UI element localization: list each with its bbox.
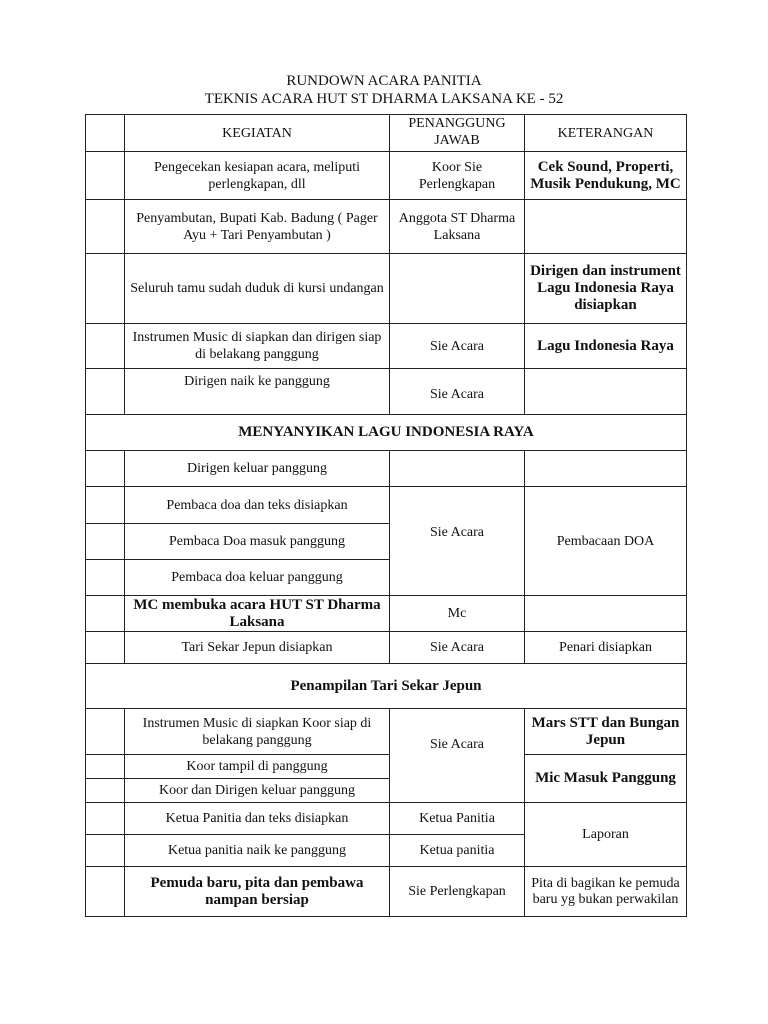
- table-row: [86, 254, 687, 324]
- row-number-cell: [86, 451, 125, 487]
- kegiatan-cell: Pengecekan kesiapan acara, meliputi perlengkapan, dll: [125, 152, 390, 200]
- penanggung-jawab-cell: Anggota ST Dharma Laksana: [390, 200, 525, 254]
- number-column-header: [86, 115, 125, 152]
- table-row: [86, 152, 687, 200]
- row-number-cell: [86, 200, 125, 254]
- keterangan-cell: Pita di bagikan ke pemuda baru yg bukan perwakilan: [525, 867, 687, 917]
- kegiatan-cell: Tari Sekar Jepun disiapkan: [125, 632, 390, 664]
- table-row: [86, 803, 687, 835]
- document-title: RUNDOWN ACARA PANITIA: [286, 73, 482, 89]
- penanggung-jawab-cell: Sie Acara: [390, 324, 525, 369]
- table-header-row: [86, 115, 687, 152]
- kegiatan-cell: Ketua panitia naik ke panggung: [125, 835, 390, 867]
- kegiatan-cell: Koor dan Dirigen keluar panggung: [125, 779, 390, 803]
- column-header-kegiatan: KEGIATAN: [125, 115, 390, 152]
- row-number-cell: [86, 324, 125, 369]
- keterangan-cell: Pembacaan DOA: [525, 487, 687, 596]
- kegiatan-cell: Dirigen naik ke panggung: [125, 369, 390, 415]
- penanggung-jawab-cell: Koor Sie Perlengkapan: [390, 152, 525, 200]
- row-number-cell: [86, 803, 125, 835]
- keterangan-cell: Laporan: [525, 803, 687, 867]
- table-row: [86, 596, 687, 632]
- keterangan-cell: [525, 451, 687, 487]
- penanggung-jawab-cell: Ketua Panitia: [390, 803, 525, 835]
- penanggung-jawab-cell: Sie Perlengkapan: [390, 867, 525, 917]
- table-row: [86, 451, 687, 487]
- penanggung-jawab-cell: Mc: [390, 596, 525, 632]
- penanggung-jawab-cell: Sie Acara: [390, 632, 525, 664]
- kegiatan-cell: Seluruh tamu sudah duduk di kursi undangan: [125, 254, 390, 324]
- row-number-cell: [86, 152, 125, 200]
- kegiatan-cell: Dirigen keluar panggung: [125, 451, 390, 487]
- kegiatan-cell: Ketua Panitia dan teks disiapkan: [125, 803, 390, 835]
- kegiatan-cell: Instrumen Music di siapkan Koor siap di belakang panggung: [125, 709, 390, 755]
- keterangan-cell: [525, 200, 687, 254]
- keterangan-cell: [525, 596, 687, 632]
- keterangan-cell: Mic Masuk Panggung: [525, 755, 687, 803]
- kegiatan-cell: Pemuda baru, pita dan pembawa nampan bersiap: [125, 867, 390, 917]
- kegiatan-cell: MC membuka acara HUT ST Dharma Laksana: [125, 596, 390, 632]
- section-row: [86, 664, 687, 709]
- table-row: [86, 487, 687, 524]
- keterangan-cell: [525, 369, 687, 415]
- keterangan-cell: Dirigen dan instrument Lagu Indonesia Raya disiapkan: [525, 254, 687, 324]
- row-number-cell: [86, 487, 125, 524]
- table-row: [86, 867, 687, 917]
- kegiatan-cell: Pembaca doa keluar panggung: [125, 560, 390, 596]
- kegiatan-cell: Koor tampil di panggung: [125, 755, 390, 779]
- row-number-cell: [86, 867, 125, 917]
- rundown-table: [85, 114, 687, 917]
- penanggung-jawab-cell: Sie Acara: [390, 709, 525, 803]
- section-heading: Penampilan Tari Sekar Jepun: [86, 664, 687, 709]
- kegiatan-cell: Instrumen Music di siapkan dan dirigen siap di belakang panggung: [125, 324, 390, 369]
- table-row: [86, 369, 687, 415]
- penanggung-jawab-cell: Sie Acara: [390, 487, 525, 596]
- document-subtitle: TEKNIS ACARA HUT ST DHARMA LAKSANA KE - 52: [204, 91, 564, 107]
- table-row: [86, 324, 687, 369]
- penanggung-jawab-cell: [390, 451, 525, 487]
- row-number-cell: [86, 632, 125, 664]
- table-row: [86, 755, 687, 779]
- section-row: [86, 415, 687, 451]
- table-row: [86, 200, 687, 254]
- column-header-penanggung-jawab: PENANGGUNG JAWAB: [390, 115, 525, 152]
- row-number-cell: [86, 779, 125, 803]
- kegiatan-cell: Pembaca Doa masuk panggung: [125, 524, 390, 560]
- row-number-cell: [86, 369, 125, 415]
- row-number-cell: [86, 755, 125, 779]
- keterangan-cell: Cek Sound, Properti, Musik Pendukung, MC: [525, 152, 687, 200]
- row-number-cell: [86, 596, 125, 632]
- kegiatan-cell: Penyambutan, Bupati Kab. Badung ( Pager Ayu + Tari Penyambutan ): [125, 200, 390, 254]
- penanggung-jawab-cell: [390, 254, 525, 324]
- row-number-cell: [86, 835, 125, 867]
- keterangan-cell: Penari disiapkan: [525, 632, 687, 664]
- row-number-cell: [86, 560, 125, 596]
- row-number-cell: [86, 254, 125, 324]
- penanggung-jawab-cell: Sie Acara: [390, 369, 525, 415]
- row-number-cell: [86, 524, 125, 560]
- row-number-cell: [86, 709, 125, 755]
- penanggung-jawab-cell: Ketua panitia: [390, 835, 525, 867]
- keterangan-cell: Mars STT dan Bungan Jepun: [525, 709, 687, 755]
- table-row: [86, 632, 687, 664]
- column-header-keterangan: KETERANGAN: [525, 115, 687, 152]
- section-heading: MENYANYIKAN LAGU INDONESIA RAYA: [86, 415, 687, 451]
- kegiatan-cell: Pembaca doa dan teks disiapkan: [125, 487, 390, 524]
- keterangan-cell: Lagu Indonesia Raya: [525, 324, 687, 369]
- table-row: [86, 709, 687, 755]
